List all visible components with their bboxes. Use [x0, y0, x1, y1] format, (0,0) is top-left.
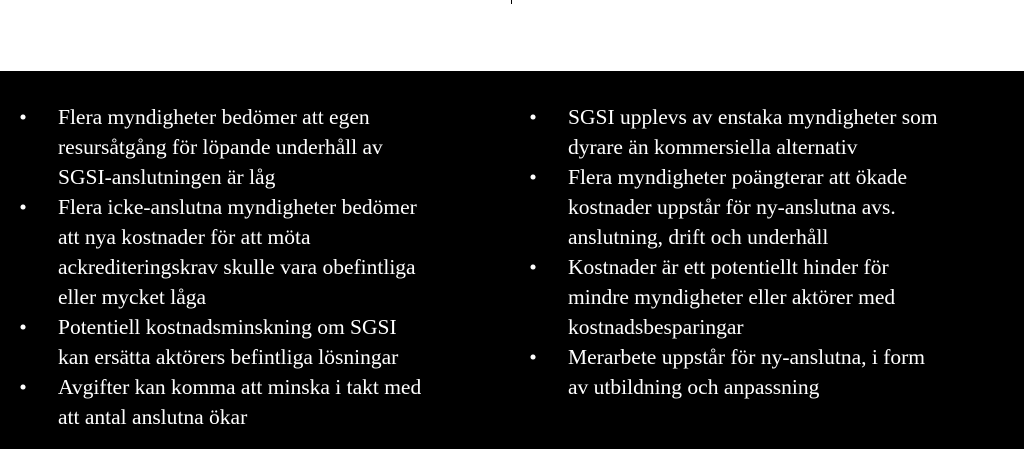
bullet-icon: •	[529, 345, 537, 369]
left-bullet-item	[0, 312, 505, 372]
bullet-line: Merarbete uppstår för ny-anslutna, i form	[568, 345, 926, 369]
header-divider	[511, 0, 512, 4]
bullet-line: resursåtgång för löpande underhåll av	[58, 135, 383, 159]
bullet-line: Flera icke-anslutna myndigheter bedömer	[58, 195, 417, 219]
bullet-icon: •	[19, 195, 27, 219]
right-column	[512, 102, 1017, 402]
bullet-line: Kostnader är ett potentiellt hinder för	[568, 255, 889, 279]
bullet-line: kostnadsbesparingar	[568, 315, 744, 339]
bullet-line: kostnader uppstår för ny-anslutna avs.	[568, 195, 896, 219]
right-bullet-list	[512, 102, 1017, 402]
bullet-line: anslutning, drift och underhåll	[568, 225, 829, 249]
right-bullet-item	[512, 342, 1017, 402]
left-bullet-item	[0, 192, 505, 312]
bullet-line: ackrediteringskrav skulle vara obefintliga	[58, 255, 416, 279]
bullet-line: kan ersätta aktörers befintliga lösningar	[58, 345, 399, 369]
bullet-line: SGSI upplevs av enstaka myndigheter som	[568, 105, 938, 129]
bullet-line: att antal anslutna ökar	[58, 405, 248, 429]
right-bullet-item	[512, 252, 1017, 342]
bullet-line: Flera myndigheter poängterar att ökade	[568, 165, 908, 189]
bullet-line: Flera myndigheter bedömer att egen	[58, 105, 370, 129]
right-bullet-item	[512, 102, 1017, 162]
bullet-line: dyrare än kommersiella alternativ	[568, 135, 858, 159]
bullet-icon: •	[19, 315, 27, 339]
right-bullet-item	[512, 162, 1017, 252]
bullet-line: eller mycket låga	[58, 285, 207, 309]
bullet-line: av utbildning och anpassning	[568, 375, 820, 399]
left-bullet-item	[0, 102, 505, 192]
bullet-icon: •	[529, 105, 537, 129]
bullet-line: att nya kostnader för att möta	[58, 225, 311, 249]
header-band	[0, 0, 1024, 71]
bullet-icon: •	[529, 255, 537, 279]
bullet-line: SGSI-anslutningen är låg	[58, 165, 276, 189]
left-bullet-item	[0, 372, 505, 432]
left-bullet-list	[0, 102, 505, 432]
bullet-line: Potentiell kostnadsminskning om SGSI	[58, 315, 397, 339]
bullet-icon: •	[19, 375, 27, 399]
bullet-icon: •	[529, 165, 537, 189]
left-column	[0, 102, 505, 432]
bullet-icon: •	[19, 105, 27, 129]
bullet-line: Avgifter kan komma att minska i takt med	[58, 375, 422, 399]
bullet-line: mindre myndigheter eller aktörer med	[568, 285, 896, 309]
